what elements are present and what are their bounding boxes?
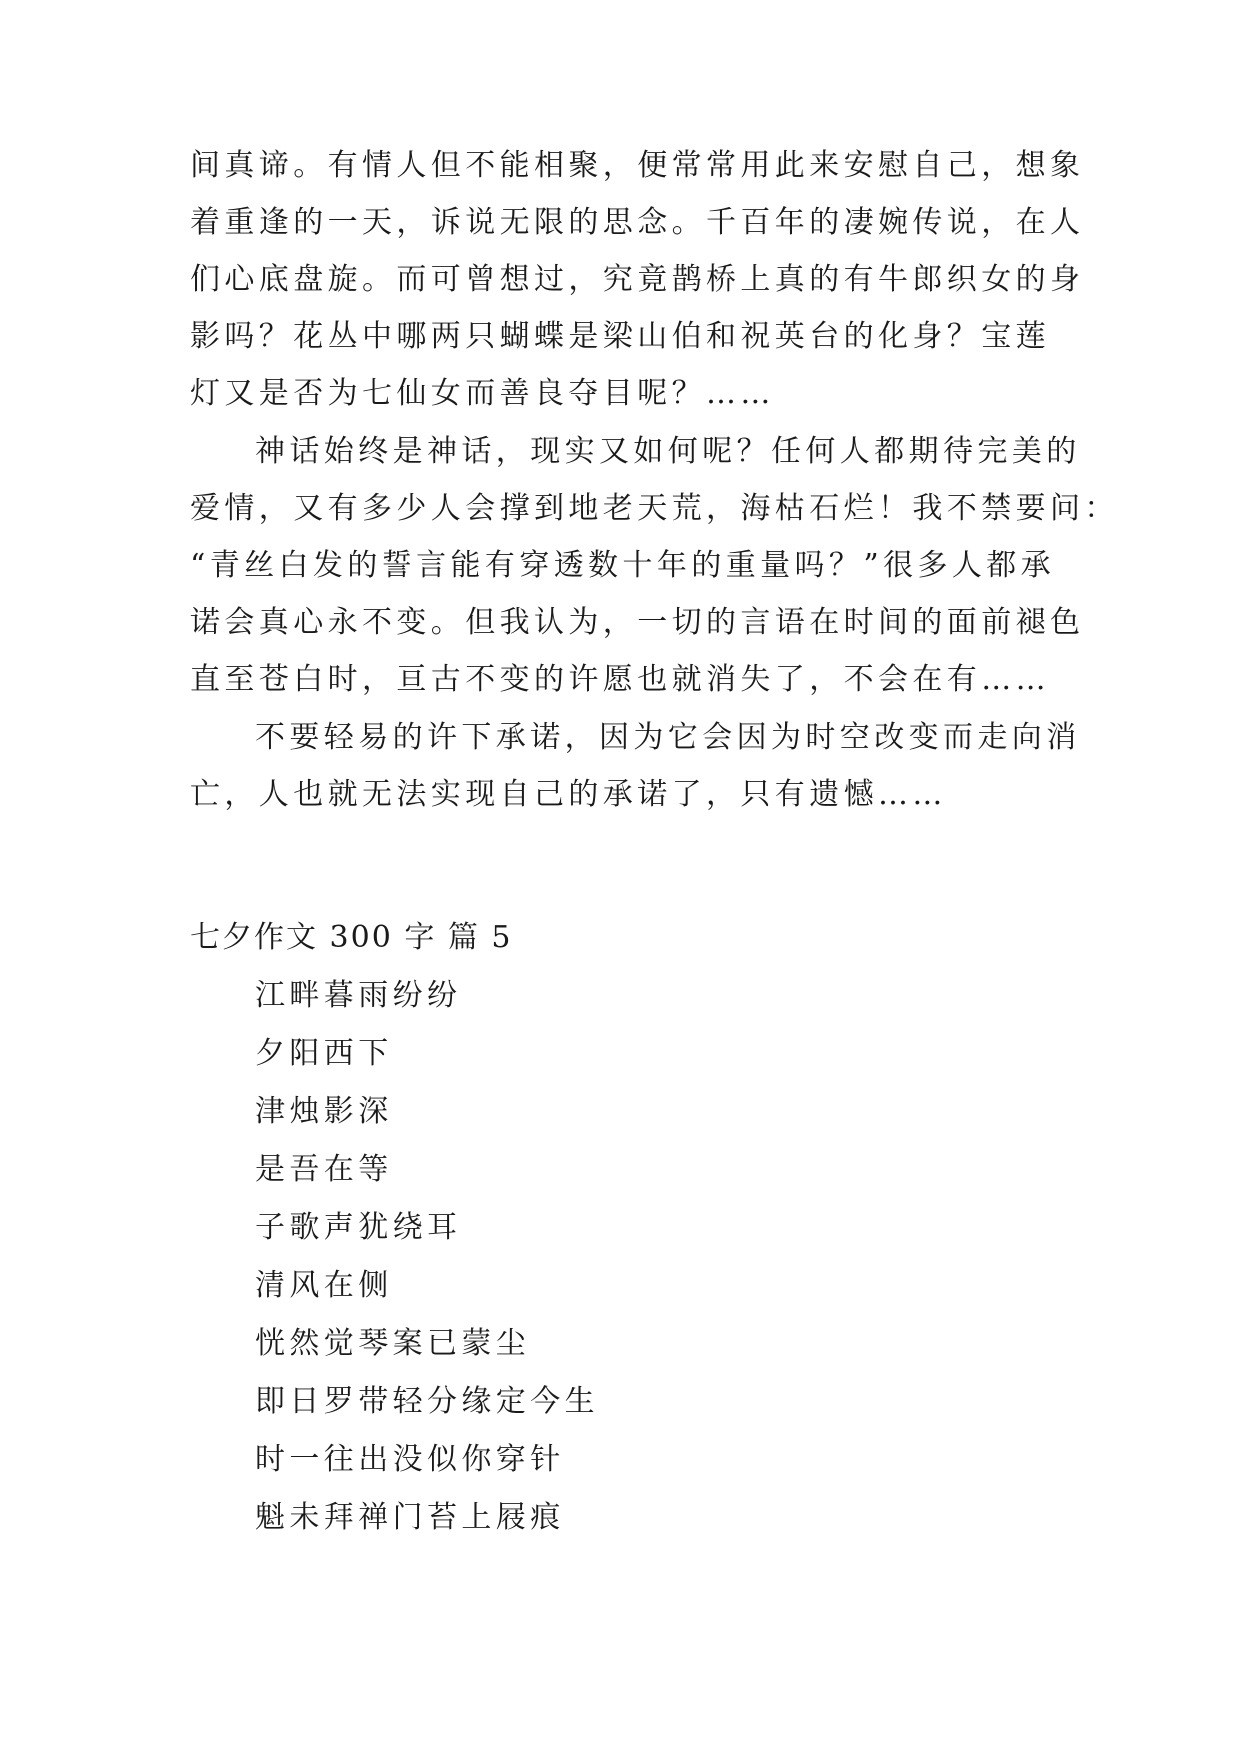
paragraph-line: 们心底盘旋。而可曾想过，究竟鹊桥上真的有牛郎织女的身	[190, 262, 1085, 297]
paragraph-line: 神话始终是神话，现实又如何呢？任何人都期待完美的	[255, 434, 1081, 469]
poem-line: 魁未拜禅门苔上屐痕	[255, 1500, 565, 1535]
paragraph-line: 灯又是否为七仙女而善良夺目呢？……	[190, 376, 775, 411]
poem-line: 津烛影深	[255, 1094, 393, 1129]
poem-line: 即日罗带轻分缘定今生	[255, 1384, 599, 1419]
paragraph-line: 诺会真心永不变。但我认为，一切的言语在时间的面前褪色	[190, 605, 1085, 640]
paragraph-line: “青丝白发的誓言能有穿透数十年的重量吗？”很多人都承	[190, 548, 1056, 583]
paragraph-line: 着重逢的一天，诉说无限的思念。千百年的凄婉传说，在人	[190, 205, 1085, 240]
poem-line: 时一往出没似你穿针	[255, 1442, 565, 1477]
poem-line: 子歌声犹绕耳	[255, 1210, 462, 1245]
paragraph-line: 亡，人也就无法实现自己的承诺了，只有遗憾……	[190, 777, 947, 812]
section-heading: 七夕作文 300 字 篇 5	[190, 920, 513, 955]
poem-line: 夕阳西下	[255, 1036, 393, 1071]
poem-line: 是吾在等	[255, 1152, 393, 1187]
paragraph-line: 间真谛。有情人但不能相聚，便常常用此来安慰自己，想象	[190, 148, 1085, 183]
paragraph-line: 直至苍白时，亘古不变的许愿也就消失了，不会在有……	[190, 662, 1050, 697]
poem-line: 恍然觉琴案已蒙尘	[255, 1326, 531, 1361]
poem-line: 江畔暮雨纷纷	[255, 978, 462, 1013]
paragraph-line: 影吗？花丛中哪两只蝴蝶是梁山伯和祝英台的化身？宝莲	[190, 319, 1050, 354]
paragraph-line: 爱情，又有多少人会撑到地老天荒，海枯石烂！我不禁要问：	[190, 491, 1119, 526]
paragraph-line: 不要轻易的许下承诺，因为它会因为时空改变而走向消	[255, 720, 1081, 755]
poem-line: 清风在侧	[255, 1268, 393, 1303]
